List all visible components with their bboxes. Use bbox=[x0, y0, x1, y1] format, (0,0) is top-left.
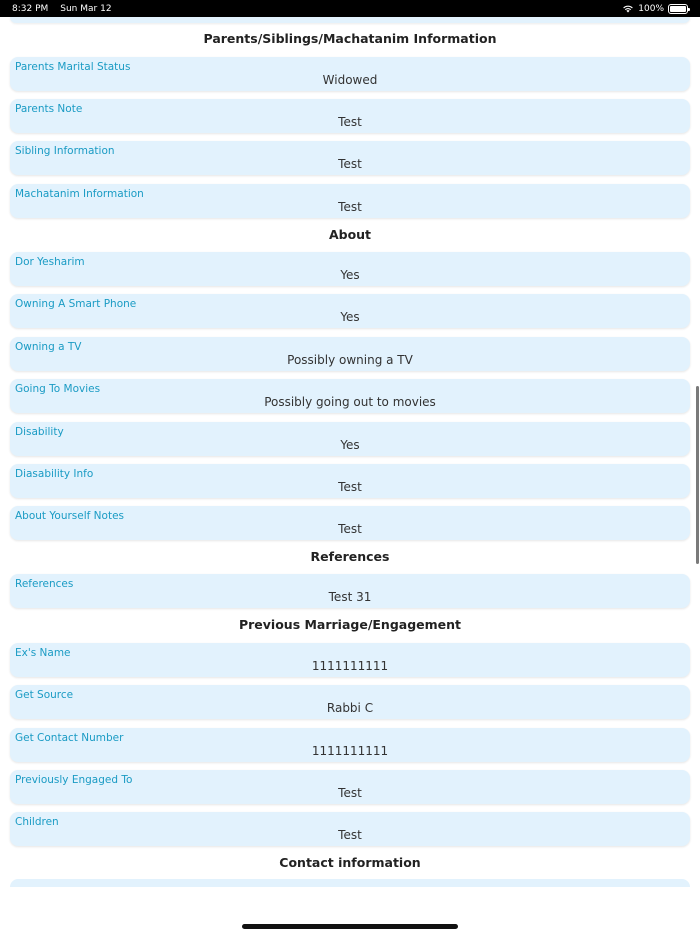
field-value: Possibly going out to movies bbox=[264, 395, 436, 409]
field-card-owning-smart-phone[interactable] bbox=[10, 294, 690, 328]
field-label: Children bbox=[15, 816, 59, 828]
battery-percent: 100% bbox=[638, 3, 664, 14]
field-value: Yes bbox=[340, 268, 360, 282]
field-label: Parents Marital Status bbox=[15, 61, 131, 73]
field-card-children[interactable] bbox=[10, 812, 690, 846]
section-title-previous-marriage: Previous Marriage/Engagement bbox=[238, 617, 462, 632]
field-card-ex-name[interactable] bbox=[10, 643, 690, 677]
battery-level bbox=[670, 6, 686, 12]
home-indicator[interactable] bbox=[242, 924, 458, 929]
scrollbar[interactable] bbox=[696, 386, 699, 564]
field-value: 1111111111 bbox=[311, 744, 389, 758]
section-title-parents: Parents/Siblings/Machatanim Information bbox=[203, 31, 497, 46]
field-value: Test 31 bbox=[328, 590, 372, 604]
field-card-about-yourself-notes[interactable] bbox=[10, 506, 690, 540]
field-value: Widowed bbox=[322, 73, 378, 87]
field-card-machatanim-information[interactable] bbox=[10, 184, 690, 218]
field-card-references[interactable] bbox=[10, 574, 690, 608]
field-value: Test bbox=[338, 115, 362, 129]
field-label: About Yourself Notes bbox=[15, 510, 125, 522]
field-value: Test bbox=[338, 828, 362, 842]
field-value: Test bbox=[338, 200, 362, 214]
field-card-owning-tv[interactable] bbox=[10, 337, 690, 371]
field-card-parents-note[interactable] bbox=[10, 99, 690, 133]
field-label: Get Contact Number bbox=[15, 732, 124, 744]
field-label: Disability bbox=[15, 426, 64, 438]
field-label: Get Source bbox=[15, 689, 74, 701]
field-card-disability-info[interactable] bbox=[10, 464, 690, 498]
field-card-dor-yesharim[interactable] bbox=[10, 252, 690, 286]
field-card-disability[interactable] bbox=[10, 422, 690, 456]
field-value: Test bbox=[338, 157, 362, 171]
field-label: Previously Engaged To bbox=[15, 774, 133, 786]
section-title-references: References bbox=[310, 549, 390, 564]
field-card-previously-engaged-to[interactable] bbox=[10, 770, 690, 804]
section-title-contact: Contact information bbox=[279, 855, 421, 870]
partial-card-top bbox=[10, 17, 690, 23]
field-card-going-to-movies[interactable] bbox=[10, 379, 690, 413]
field-value: Test bbox=[338, 480, 362, 494]
scroll-content[interactable] bbox=[0, 17, 700, 887]
field-label: Machatanim Information bbox=[15, 188, 144, 200]
field-value: Test bbox=[338, 786, 362, 800]
status-bar bbox=[0, 0, 700, 17]
field-label: Owning A Smart Phone bbox=[15, 298, 137, 310]
field-value: Possibly owning a TV bbox=[287, 353, 413, 367]
battery-icon bbox=[668, 4, 688, 14]
section-title-about: About bbox=[328, 227, 372, 242]
partial-card-bottom bbox=[10, 879, 690, 887]
field-label: Going To Movies bbox=[15, 383, 101, 395]
field-value: Yes bbox=[340, 310, 360, 324]
status-date: Sun Mar 12 bbox=[60, 3, 112, 14]
field-card-get-source[interactable] bbox=[10, 685, 690, 719]
field-card-get-contact-number[interactable] bbox=[10, 728, 690, 762]
field-label: Diasability Info bbox=[15, 468, 94, 480]
status-left bbox=[12, 4, 112, 14]
status-right bbox=[622, 4, 688, 14]
field-label: Ex's Name bbox=[15, 647, 71, 659]
field-card-parents-marital-status[interactable] bbox=[10, 57, 690, 91]
field-value: Yes bbox=[340, 438, 360, 452]
field-label: Owning a TV bbox=[15, 341, 82, 353]
field-value: 1111111111 bbox=[311, 659, 389, 673]
field-label: Parents Note bbox=[15, 103, 83, 115]
field-label: Sibling Information bbox=[15, 145, 115, 157]
field-label: Dor Yesharim bbox=[15, 256, 85, 268]
field-value: Rabbi C bbox=[326, 701, 374, 715]
wifi-icon bbox=[622, 4, 634, 13]
status-time: 8:32 PM bbox=[12, 3, 49, 14]
field-value: Test bbox=[338, 522, 362, 536]
field-label: References bbox=[15, 578, 74, 590]
field-card-sibling-information[interactable] bbox=[10, 141, 690, 175]
